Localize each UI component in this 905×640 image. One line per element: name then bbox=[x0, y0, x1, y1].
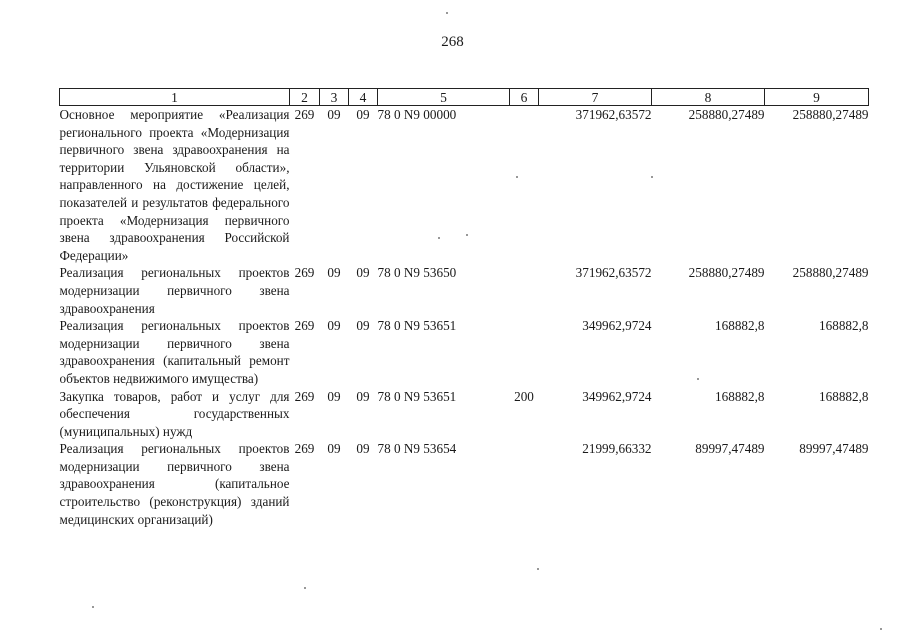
scan-speck bbox=[697, 378, 699, 380]
row-value-col7: 21999,66332 bbox=[582, 441, 652, 457]
row-subsection: 09 bbox=[356, 318, 370, 334]
row-section: 09 bbox=[327, 441, 341, 457]
row-value-col8: 168882,8 bbox=[715, 318, 765, 334]
row-name: Реализация региональных проектов модернизации первичного звена здравоохранения (капитальное строительство (реконструкция) зданий медицинских организаций) bbox=[59, 441, 290, 527]
row-expense-type: 200 bbox=[514, 388, 534, 404]
row-section: 09 bbox=[327, 265, 341, 281]
row-value-col7: 371962,63572 bbox=[575, 107, 652, 122]
scan-speck bbox=[92, 606, 94, 608]
row-target-article: 78 0 N9 00000 bbox=[377, 107, 457, 122]
header-cell: 2 bbox=[290, 89, 320, 106]
header-cell: 8 bbox=[652, 89, 765, 106]
row-value-col7: 349962,9724 bbox=[582, 318, 652, 334]
table-row bbox=[60, 440, 869, 528]
scan-speck bbox=[304, 587, 306, 589]
row-value-col7: 371962,63572 bbox=[575, 265, 652, 281]
scan-speck bbox=[516, 176, 518, 178]
scan-speck bbox=[446, 12, 448, 14]
scan-speck bbox=[438, 237, 440, 239]
row-name: Реализация региональных проектов модернизации первичного звена здравоохранения bbox=[59, 265, 290, 316]
row-value-col7: 349962,9724 bbox=[582, 388, 652, 404]
table-row bbox=[60, 317, 869, 387]
row-value-col9: 258880,27489 bbox=[792, 265, 869, 281]
table-row bbox=[60, 106, 869, 265]
row-value-col8: 168882,8 bbox=[715, 388, 765, 404]
row-section: 09 bbox=[327, 388, 341, 404]
scan-speck bbox=[880, 628, 882, 630]
scan-speck bbox=[651, 176, 653, 178]
row-expense-type bbox=[510, 440, 539, 528]
table-row bbox=[60, 388, 869, 441]
table-row bbox=[60, 264, 869, 317]
row-section: 09 bbox=[327, 107, 341, 122]
row-expense-type bbox=[510, 317, 539, 387]
row-section: 09 bbox=[327, 318, 341, 334]
header-cell: 7 bbox=[539, 89, 652, 106]
header-cell: 1 bbox=[60, 89, 290, 106]
row-target-article: 78 0 N9 53650 bbox=[377, 265, 457, 281]
budget-table bbox=[59, 88, 869, 528]
row-target-article: 78 0 N9 53651 bbox=[377, 318, 457, 334]
row-name: Закупка товаров, работ и услуг для обеспечения государственных (муниципальных) нужд bbox=[59, 388, 290, 439]
header-cell: 9 bbox=[765, 89, 869, 106]
page-number: 268 bbox=[441, 34, 464, 50]
row-grbs: 269 bbox=[294, 107, 315, 122]
row-target-article: 78 0 N9 53654 bbox=[377, 441, 457, 457]
row-subsection: 09 bbox=[356, 107, 370, 122]
row-value-col9: 89997,47489 bbox=[799, 441, 869, 457]
row-name: Основное мероприятие «Реализация регионального проекта «Модернизация первичного звена здравоохранения на территории Ульяновской области», направленного на достижение целей, показателей и результатов федерального проекта «Модернизация первичного звена здравоохранения Российской Федерации» bbox=[59, 107, 290, 263]
header-row bbox=[60, 89, 869, 106]
row-subsection: 09 bbox=[356, 441, 370, 457]
row-subsection: 09 bbox=[356, 388, 370, 404]
row-value-col8: 258880,27489 bbox=[688, 265, 765, 281]
row-subsection: 09 bbox=[356, 265, 370, 281]
header-cell: 5 bbox=[378, 89, 510, 106]
row-grbs: 269 bbox=[294, 265, 315, 281]
row-value-col9: 168882,8 bbox=[819, 318, 869, 334]
row-grbs: 269 bbox=[294, 318, 315, 334]
scan-speck bbox=[466, 234, 468, 236]
row-value-col9: 168882,8 bbox=[819, 388, 869, 404]
row-name: Реализация региональных проектов модернизации первичного звена здравоохранения (капитальный ремонт объектов недвижимого имущества) bbox=[59, 318, 290, 386]
row-target-article: 78 0 N9 53651 bbox=[377, 388, 457, 404]
scan-speck bbox=[537, 568, 539, 570]
header-cell: 4 bbox=[349, 89, 378, 106]
header-cell: 6 bbox=[510, 89, 539, 106]
row-value-col9: 258880,27489 bbox=[792, 107, 869, 122]
row-grbs: 269 bbox=[294, 388, 315, 404]
row-expense-type bbox=[510, 106, 539, 265]
row-grbs: 269 bbox=[294, 441, 315, 457]
row-expense-type bbox=[510, 264, 539, 317]
row-value-col8: 258880,27489 bbox=[688, 107, 765, 122]
row-value-col8: 89997,47489 bbox=[695, 441, 765, 457]
header-cell: 3 bbox=[320, 89, 349, 106]
